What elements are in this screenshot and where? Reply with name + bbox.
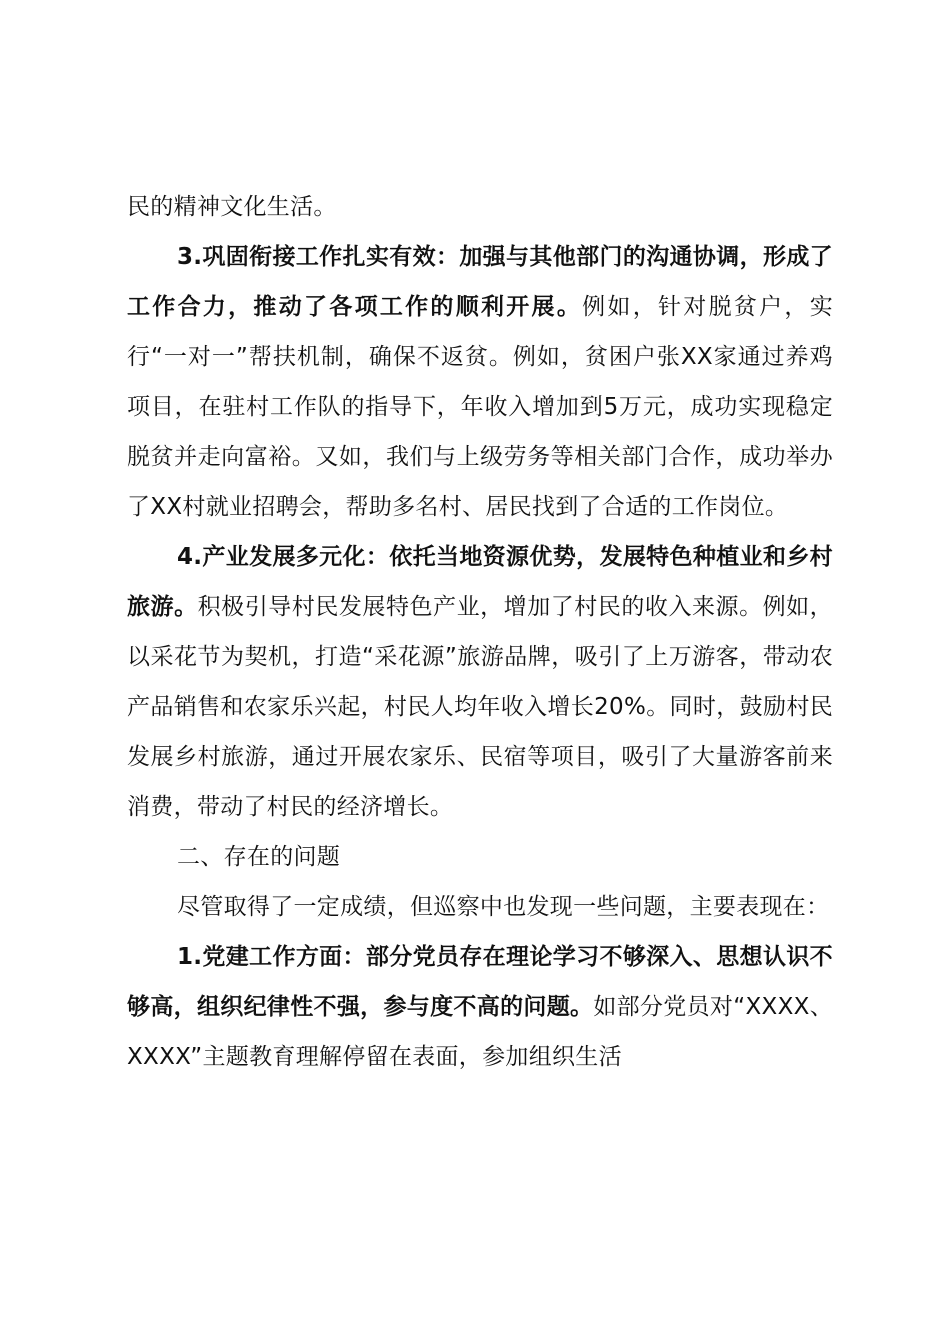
paragraph-bold-lead: 1.党建工作方面：部分党员存在理论学习不够深入、思想认识不够高，组织纪律性不强，参与度不高的问题。 [127,944,833,1020]
section-heading-text: 二、存在的问题 [177,844,341,870]
document-body [127,182,833,1082]
paragraph-text: 尽管取得了一定成绩，但巡察中也发现一些问题，主要表现在： [177,894,830,920]
paragraph-text: 例如，针对脱贫户，实行“一对一”帮扶机制，确保不返贫。例如，贫困户张XX家通过养鸡项目，在驻村工作队的指导下，年收入增加到5万元，成功实现稳定脱贫并走向富裕。又如，我们与上级劳务等相关部门合作，成功举办了XX村就业招聘会，帮助多名村、居民找到了合适的工作岗位。 [127,294,834,520]
paragraph-problems-intro [127,882,833,932]
paragraph-party-building [127,932,833,1082]
paragraph-industry [127,532,833,832]
paragraph-text: 如部分党员对“XXXX、XXXX”主题教育理解停留在表面，参加组织生活 [127,994,834,1070]
paragraph-bold-lead: 3.巩固衔接工作扎实有效：加强与其他部门的沟通协调，形成了工作合力，推动了各项工作的顺利开展。 [127,244,833,320]
paragraph-text: 民的精神文化生活。 [127,194,337,220]
section-heading-problems [127,832,833,882]
paragraph-bold-lead: 4.产业发展多元化：依托当地资源优势，发展特色种植业和乡村旅游。 [127,544,833,620]
paragraph-text: 积极引导村民发展特色产业，增加了村民的收入来源。例如，以采花节为契机，打造“采花源”旅游品牌，吸引了上万游客，带动农产品销售和农家乐兴起，村民人均年收入增长20%。同时，鼓励村民发展乡村旅游，通过开展农家乐、民宿等项目，吸引了大量游客前来消费，带动了村民的经济增长。 [127,594,833,820]
paragraph-continuation [127,182,833,232]
paragraph-consolidation [127,232,833,532]
